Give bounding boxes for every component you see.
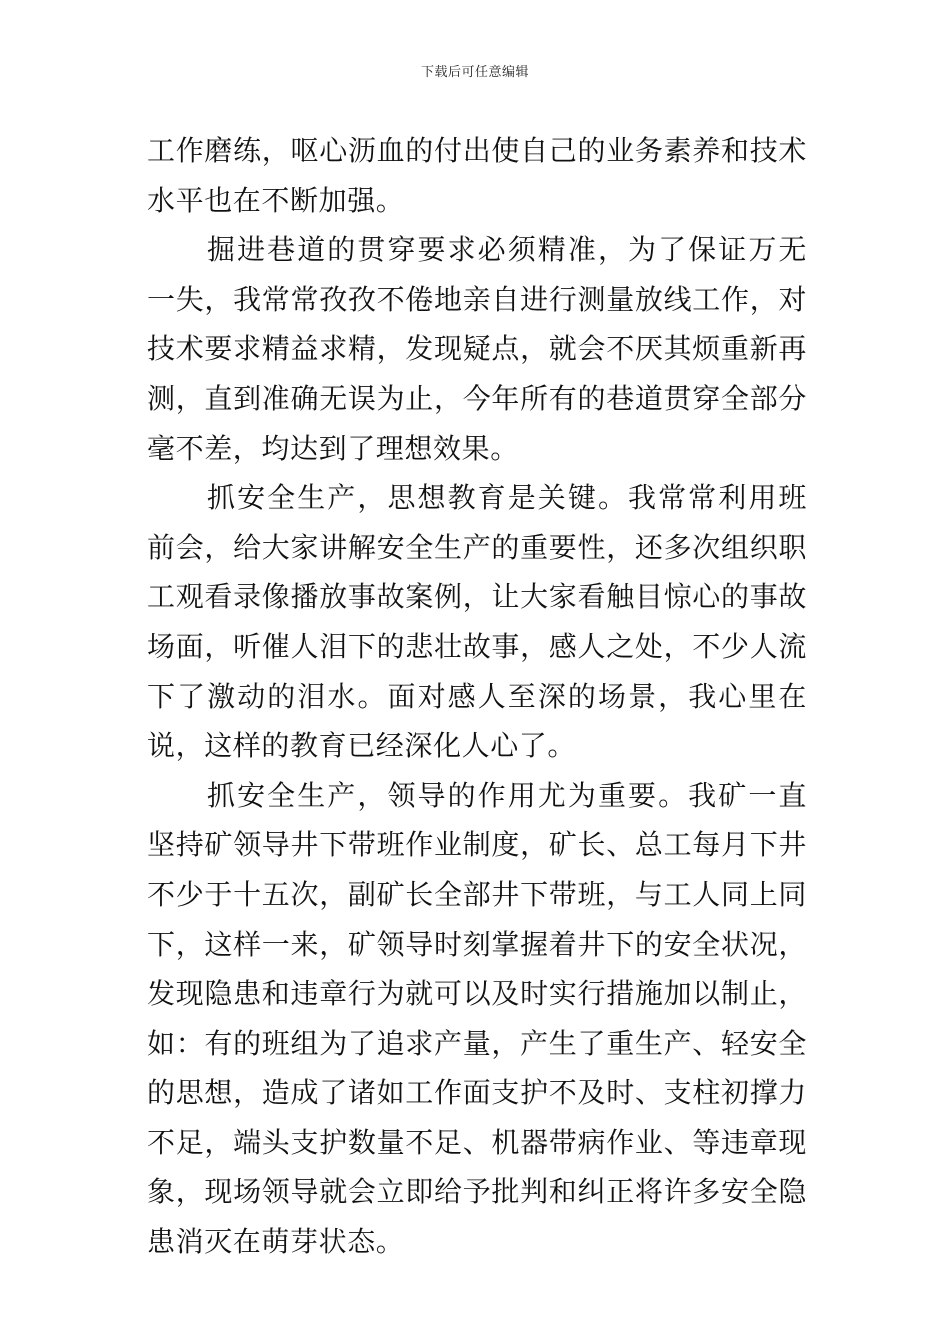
paragraph-4: 抓安全生产，领导的作用尤为重要。我矿一直坚持矿领导井下带班作业制度，矿长、总工每月下井不少于十五次，副矿长全部井下带班，与工人同上同下，这样一来，矿领导时刻掌握着井下的安全状况，发现隐患和违章行为就可以及时实行措施加以制止，如：有的班组为了追求产量，产生了重生产、轻安全的思想，造成了诸如工作面支护不及时、支柱初撑力不足，端头支护数量不足、机器带病作业、等违章现象，现场领导就会立即给予批判和纠正将许多安全隐患消灭在萌芽状态。	[147, 778, 807, 1259]
paragraph-3: 抓安全生产，思想教育是关键。我常常利用班前会，给大家讲解安全生产的重要性，还多次组织职工观看录像播放事故案例，让大家看触目惊心的事故场面，听催人泪下的悲壮故事，感人之处，不少人流下了激动的泪水。面对感人至深的场景，我心里在说，这样的教育已经深化人心了。	[147, 481, 807, 763]
paragraph-1: 工作磨练，呕心沥血的付出使自己的业务素养和技术水平也在不断加强。	[147, 134, 807, 217]
paragraph-2: 掘进巷道的贯穿要求必须精准，为了保证万无一失，我常常孜孜不倦地亲自进行测量放线工作，对技术要求精益求精，发现疑点，就会不厌其烦重新再测，直到准确无误为止，今年所有的巷道贯穿全部分毫不差，均达到了理想效果。	[147, 233, 807, 465]
page-header: 下载后可任意编辑	[420, 65, 529, 80]
document-body	[147, 126, 807, 1267]
